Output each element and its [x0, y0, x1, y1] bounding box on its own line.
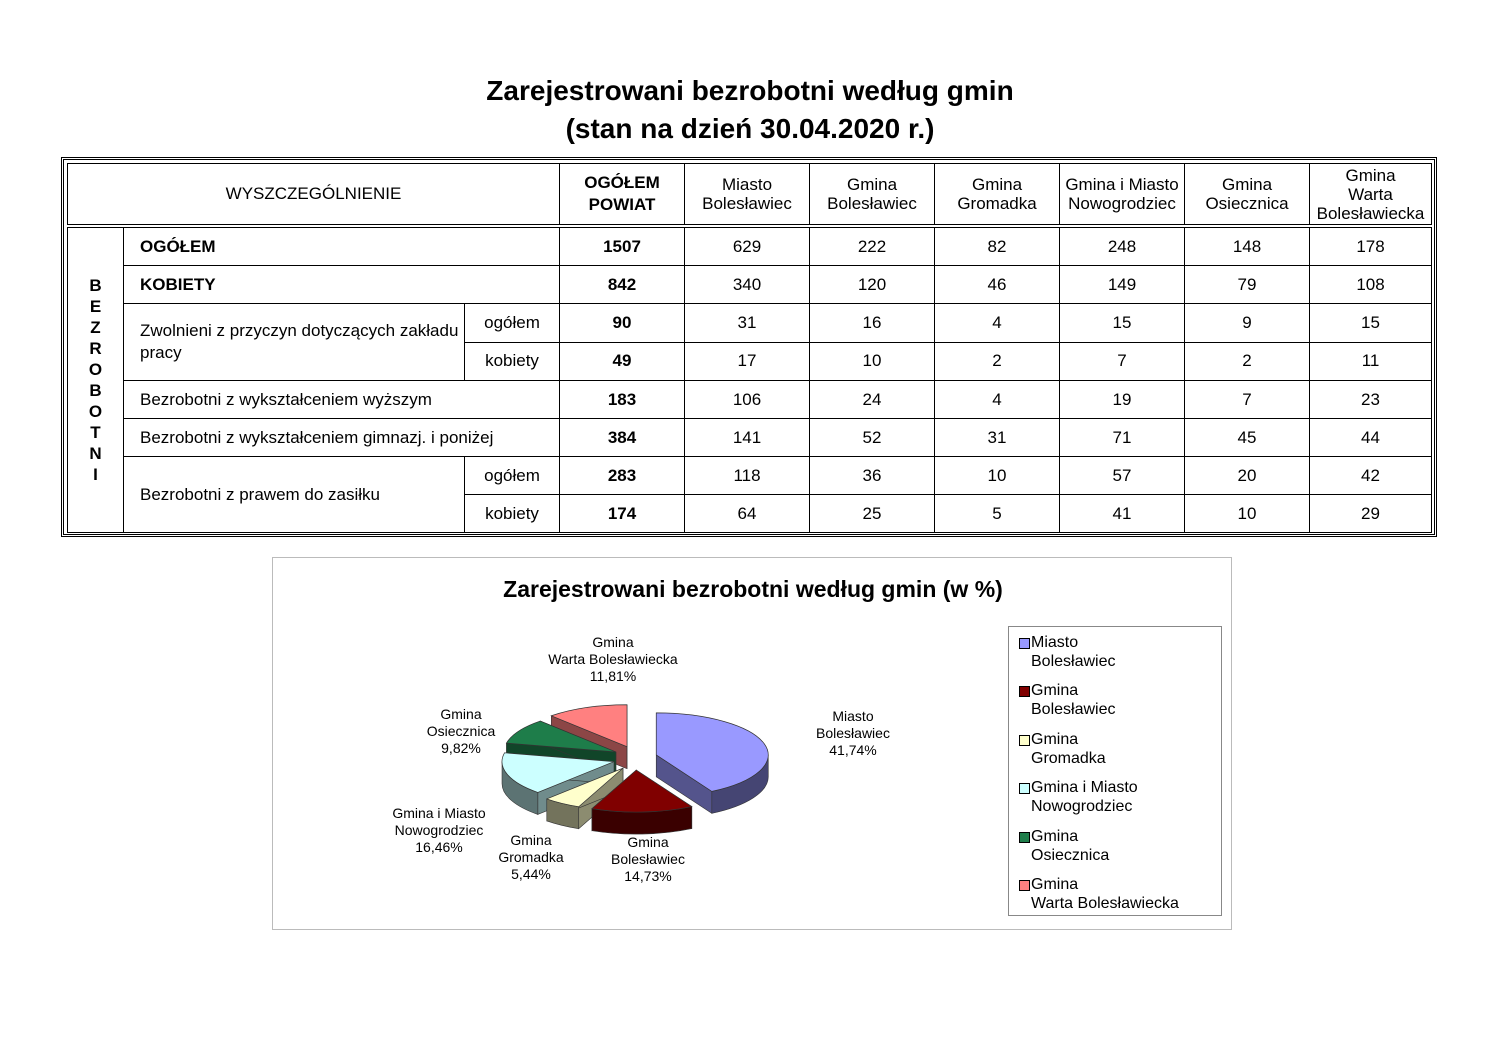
table-cell: 45 [1185, 419, 1310, 457]
slice-label-value: 16,46% [415, 839, 463, 855]
side-letter: B [89, 276, 102, 295]
header-col-line: Gromadka [957, 194, 1037, 213]
header-col-line: Gmina [846, 175, 898, 194]
table-cell: 10 [1185, 495, 1310, 533]
header-col-3 [935, 164, 1060, 227]
table-cell: 24 [810, 381, 935, 419]
legend-item [1031, 633, 1115, 671]
row-label: KOBIETY [124, 266, 560, 304]
row-label: Bezrobotni z prawem do zasiłku [124, 457, 465, 533]
side-label-bezrobotni [68, 226, 124, 533]
legend-label-line: Gmina [1031, 876, 1079, 893]
legend-item [1031, 730, 1106, 768]
table-cell-total: 384 [560, 419, 685, 457]
slice-label-line: Gromadka [498, 849, 564, 865]
side-letter: E [89, 297, 102, 316]
slice-label-gmina-boleslawiec [583, 834, 713, 885]
page-subtitle: (stan na dzień 30.04.2020 r.) [565, 113, 935, 144]
data-table [67, 163, 1432, 533]
slice-label-line: Gmina i Miasto [392, 805, 486, 821]
slice-label-line: Miasto [832, 708, 874, 724]
table-cell-total: 49 [560, 342, 685, 381]
header-col-line: Gmina [1345, 165, 1396, 185]
header-total-line2: POWIAT [588, 195, 656, 214]
row-label: Bezrobotni z wykształceniem gimnazj. i poniżej [124, 419, 560, 457]
legend-label-line: Gmina i Miasto [1031, 779, 1138, 796]
table-cell: 108 [1310, 266, 1432, 304]
slice-label-line: Bolesławiec [611, 851, 685, 867]
slice-label-line: Bolesławiec [816, 725, 890, 741]
row-label: OGÓŁEM [124, 226, 560, 266]
table-cell: 17 [685, 342, 810, 381]
slice-label-value: 14,73% [624, 868, 672, 884]
side-letter: R [89, 339, 102, 358]
table-cell: 71 [1060, 419, 1185, 457]
header-col-6 [1310, 164, 1432, 227]
row-sublabel: ogółem [465, 304, 560, 343]
table-cell: 82 [935, 226, 1060, 266]
table-cell: 7 [1060, 342, 1185, 381]
side-letter: Z [90, 318, 101, 337]
table-cell: 178 [1310, 226, 1432, 266]
legend-item [1031, 827, 1109, 865]
slice-label-value: 9,82% [441, 740, 481, 756]
page-title: Zarejestrowani bezrobotni według gmin [486, 75, 1014, 106]
legend-item [1031, 875, 1179, 913]
header-col-line: Bolesławiec [827, 194, 917, 213]
header-col-line: Gmina [971, 175, 1023, 194]
header-col-line: Osiecznica [1205, 194, 1289, 213]
slice-label-gmina-osiecznica [413, 706, 509, 757]
header-col-line: Gmina [1221, 175, 1273, 194]
table-cell-total: 842 [560, 266, 685, 304]
legend-label-line: Nowogrodziec [1031, 798, 1133, 815]
legend-item [1031, 778, 1138, 816]
table-cell: 148 [1185, 226, 1310, 266]
table-cell: 44 [1310, 419, 1432, 457]
table-cell: 25 [810, 495, 935, 533]
header-col-2 [810, 164, 935, 227]
slice-label-line: Gmina [440, 706, 482, 722]
table-cell: 4 [935, 381, 1060, 419]
table-cell: 248 [1060, 226, 1185, 266]
slice-label-line: Gmina [510, 832, 552, 848]
table-cell: 41 [1060, 495, 1185, 533]
slice-label-gmina-i-miasto-nowogrodziec [381, 805, 497, 856]
table-cell: 19 [1060, 381, 1185, 419]
slice-label-value: 41,74% [829, 742, 877, 758]
legend-swatch [1019, 638, 1030, 649]
table-cell: 4 [935, 304, 1060, 343]
table-cell-total: 283 [560, 457, 685, 495]
legend-label-line: Miasto [1031, 634, 1079, 651]
table-cell: 2 [935, 342, 1060, 381]
pie-chart-panel [272, 557, 1232, 930]
row-label: Bezrobotni z wykształceniem wyższym [124, 381, 560, 419]
slice-label-gmina-warta-boleslawiecka [538, 634, 688, 685]
legend-label-line: Gromadka [1031, 750, 1106, 767]
table-cell: 9 [1185, 304, 1310, 343]
legend-item [1031, 681, 1115, 719]
header-spec: WYSZCZEGÓLNIENIE [68, 164, 560, 227]
slice-label-line: Gmina [627, 834, 669, 850]
table-cell-total: 1507 [560, 226, 685, 266]
table-cell: 36 [810, 457, 935, 495]
slice-label-miasto-boleslawiec [788, 708, 918, 759]
table-cell: 10 [935, 457, 1060, 495]
legend-swatch [1019, 686, 1030, 697]
table-cell: 57 [1060, 457, 1185, 495]
table-cell-total: 174 [560, 495, 685, 533]
row-label: Zwolnieni z przyczyn dotyczących zakładu pracy [124, 304, 465, 381]
slice-label-line: Nowogrodziec [394, 822, 484, 838]
row-sublabel: kobiety [465, 495, 560, 533]
table-cell: 7 [1185, 381, 1310, 419]
table-cell: 5 [935, 495, 1060, 533]
table-cell: 64 [685, 495, 810, 533]
legend-swatch [1019, 832, 1030, 843]
table-cell: 16 [810, 304, 935, 343]
chart-title: Zarejestrowani bezrobotni według gmin (w %) [503, 576, 1003, 602]
legend-label-line: Osiecznica [1031, 847, 1110, 864]
table-cell: 42 [1310, 457, 1432, 495]
row-sublabel: ogółem [465, 457, 560, 495]
header-total-line1: OGÓŁEM [584, 173, 660, 192]
table-cell: 20 [1185, 457, 1310, 495]
table-cell-total: 90 [560, 304, 685, 343]
table-cell: 15 [1310, 304, 1432, 343]
side-letter: T [90, 423, 101, 442]
header-total [560, 164, 685, 227]
header-col-line: Gmina i Miasto [1065, 175, 1179, 194]
slice-label-value: 11,81% [589, 668, 637, 684]
slice-label-line: Gmina [592, 634, 634, 650]
row-sublabel: kobiety [465, 342, 560, 381]
data-table-frame [61, 157, 1437, 537]
slice-label-line: Osiecznica [426, 723, 496, 739]
chart-legend [1008, 626, 1222, 916]
table-cell: 629 [685, 226, 810, 266]
table-cell: 2 [1185, 342, 1310, 381]
table-cell: 10 [810, 342, 935, 381]
table-cell: 46 [935, 266, 1060, 304]
legend-label-line: Gmina [1031, 731, 1079, 748]
header-col-line: Bolesławiecka [1316, 203, 1425, 223]
side-letter: O [88, 402, 103, 421]
header-col-4 [1060, 164, 1185, 227]
table-cell: 120 [810, 266, 935, 304]
table-cell: 31 [685, 304, 810, 343]
legend-label-line: Bolesławiec [1031, 653, 1116, 670]
side-letter: B [89, 381, 102, 400]
slice-label-line: Warta Bolesławiecka [548, 651, 678, 667]
legend-label-line: Warta Bolesławiecka [1031, 895, 1179, 912]
legend-label-line: Gmina [1031, 682, 1079, 699]
header-col-line: Warta [1348, 184, 1393, 204]
table-cell: 29 [1310, 495, 1432, 533]
table-cell: 141 [685, 419, 810, 457]
legend-swatch [1019, 735, 1030, 746]
table-cell: 15 [1060, 304, 1185, 343]
table-cell: 149 [1060, 266, 1185, 304]
side-letter: O [88, 360, 103, 379]
slice-label-value: 5,44% [511, 866, 551, 882]
legend-swatch [1019, 880, 1030, 891]
side-letter: N [89, 444, 102, 463]
table-cell: 106 [685, 381, 810, 419]
table-cell: 340 [685, 266, 810, 304]
legend-label-line: Gmina [1031, 828, 1079, 845]
table-cell: 11 [1310, 342, 1432, 381]
table-cell: 31 [935, 419, 1060, 457]
table-cell: 222 [810, 226, 935, 266]
header-col-line: Nowogrodziec [1068, 194, 1176, 213]
table-cell: 23 [1310, 381, 1432, 419]
header-col-line: Bolesławiec [702, 194, 792, 213]
table-cell: 52 [810, 419, 935, 457]
header-col-line: Miasto [721, 175, 773, 194]
table-cell: 79 [1185, 266, 1310, 304]
legend-label-line: Bolesławiec [1031, 701, 1116, 718]
header-col-5 [1185, 164, 1310, 227]
legend-swatch [1019, 783, 1030, 794]
side-letter: I [93, 465, 98, 484]
table-cell-total: 183 [560, 381, 685, 419]
header-col-1 [685, 164, 810, 227]
slice-label-gmina-gromadka [486, 832, 576, 883]
table-cell: 118 [685, 457, 810, 495]
